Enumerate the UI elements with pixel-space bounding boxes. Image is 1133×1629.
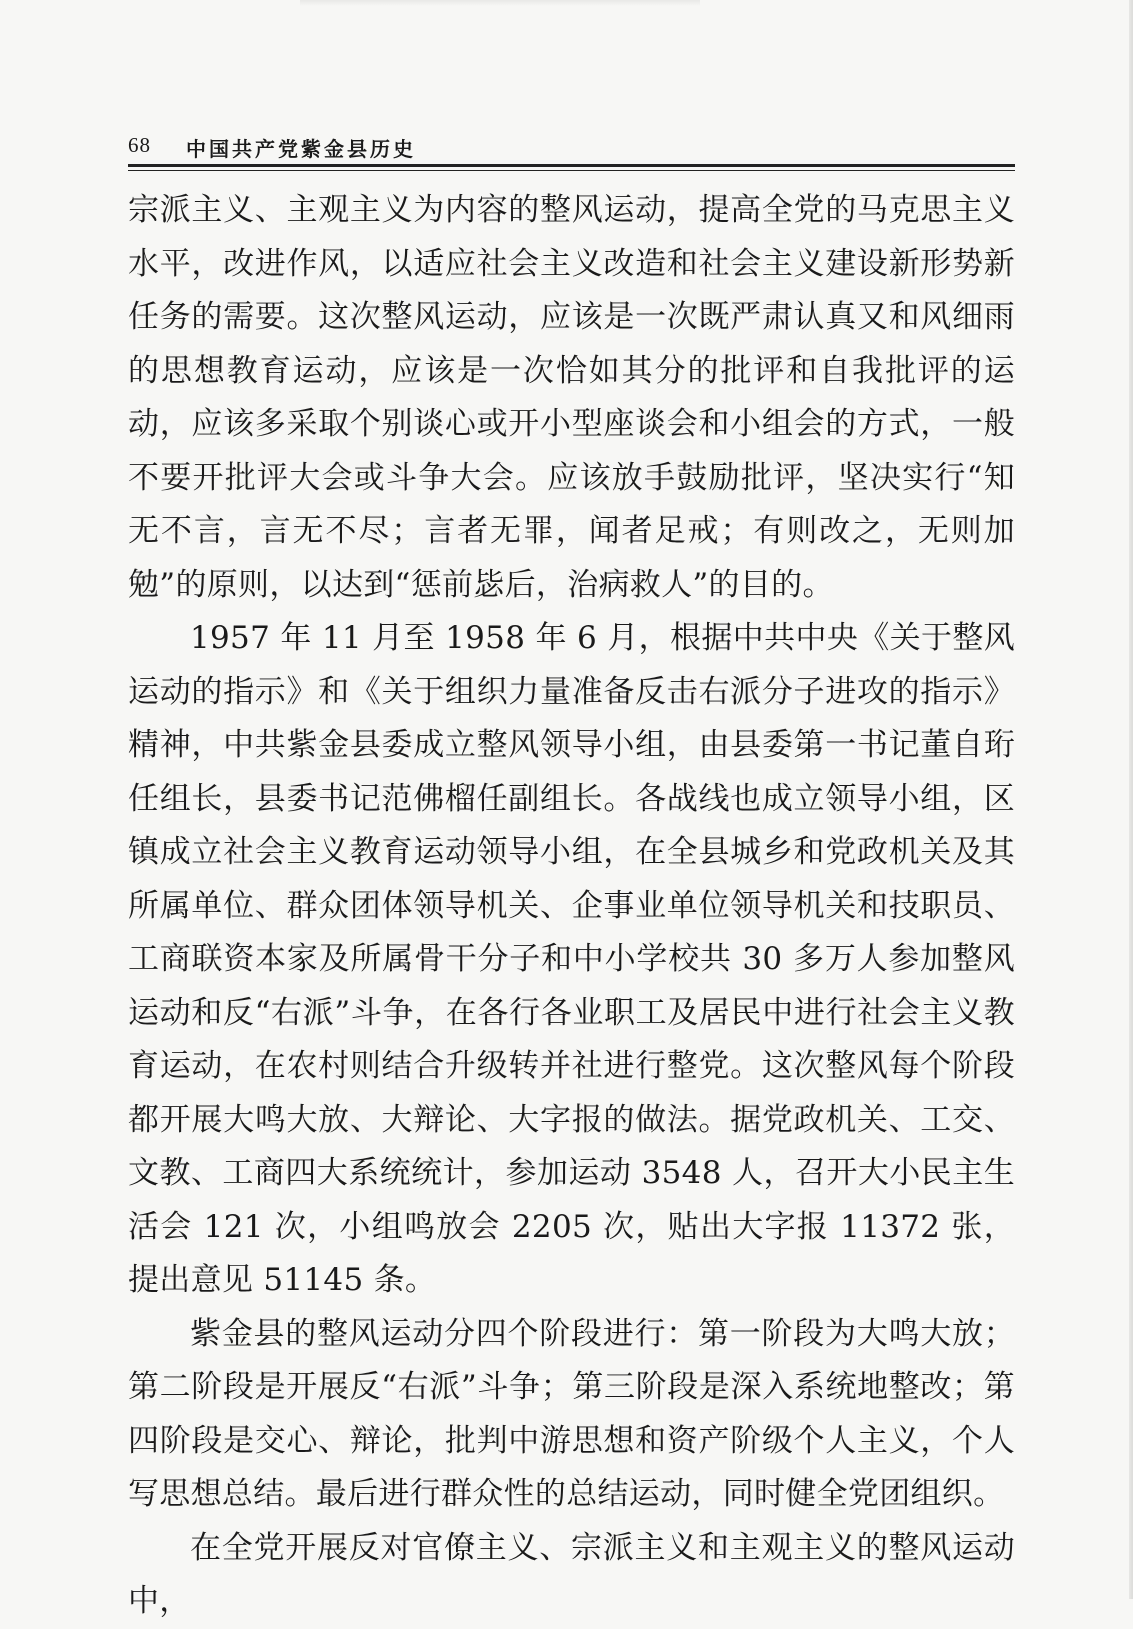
scan-shadow <box>300 0 700 6</box>
header-rule-thin <box>128 170 1015 171</box>
paragraph-continued: 宗派主义、主观主义为内容的整风运动，提高全党的马克思主义水平，改进作风，以适应社会主义改造和社会主义建设新形势新任务的需要。这次整风运动，应该是一次既严肃认真又和风细雨的思想教育运动，应该是一次恰如其分的批评和自我批评的运动，应该多采取个别谈心或开小型座谈会和小组会的方式，一般不要开批评大会或斗争大会。应该放手鼓励批评，坚决实行“知无不言，言无不尽；言者无罪，闻者足戒；有则改之，无则加勉”的原则，以达到“惩前毖后，治病救人”的目的。 <box>128 192 1015 603</box>
header-rule-thick <box>128 164 1015 167</box>
body-text <box>128 184 1015 1629</box>
running-title: 中国共产党紫金县历史 <box>186 137 416 161</box>
scan-edge <box>1129 0 1133 1599</box>
paragraph-four-stages: 紫金县的整风运动分四个阶段进行：第一阶段为大鸣大放；第二阶段是开展反“右派”斗争；第三阶段是深入系统地整改；第四阶段是交心、辩论，批判中游思想和资产阶级个人主义，个人写思想总结。最后进行群众性的总结运动，同时健全党团组织。 <box>128 1315 1015 1512</box>
paragraph-continues-next-page: 在全党开展反对官僚主义、宗派主义和主观主义的整风运动中， <box>128 1529 1015 1619</box>
paragraph-1957-campaign: 1957 年 11 月至 1958 年 6 月，根据中共中央《关于整风运动的指示》和《关于组织力量准备反击右派分子进攻的指示》精神，中共紫金县委成立整风领导小组，由县委第一书记董自珩任组长，县委书记范佛榴任副组长。各战线也成立领导小组，区镇成立社会主义教育运动领导小组，在全县城乡和党政机关及其所属单位、群众团体领导机关、企事业单位领导机关和技职员、工商联资本家及所属骨干分子和中小学校共 30 多万人参加整风运动和反“右派”斗争，在各行各业职工及居民中进行社会主义教育运动，在农村则结合升级转并社进行整党。这次整风每个阶段都开展大鸣大放、大辩论、大字报的做法。据党政机关、工交、文教、工商四大系统统计，参加运动 3548 人，召开大小民主生活会 121 次，小组鸣放会 2205 次，贴出大字报 11372 张，提出意见 51145 条。 <box>128 620 1015 1298</box>
page-header <box>128 133 1015 163</box>
page-number: 68 <box>128 133 151 157</box>
